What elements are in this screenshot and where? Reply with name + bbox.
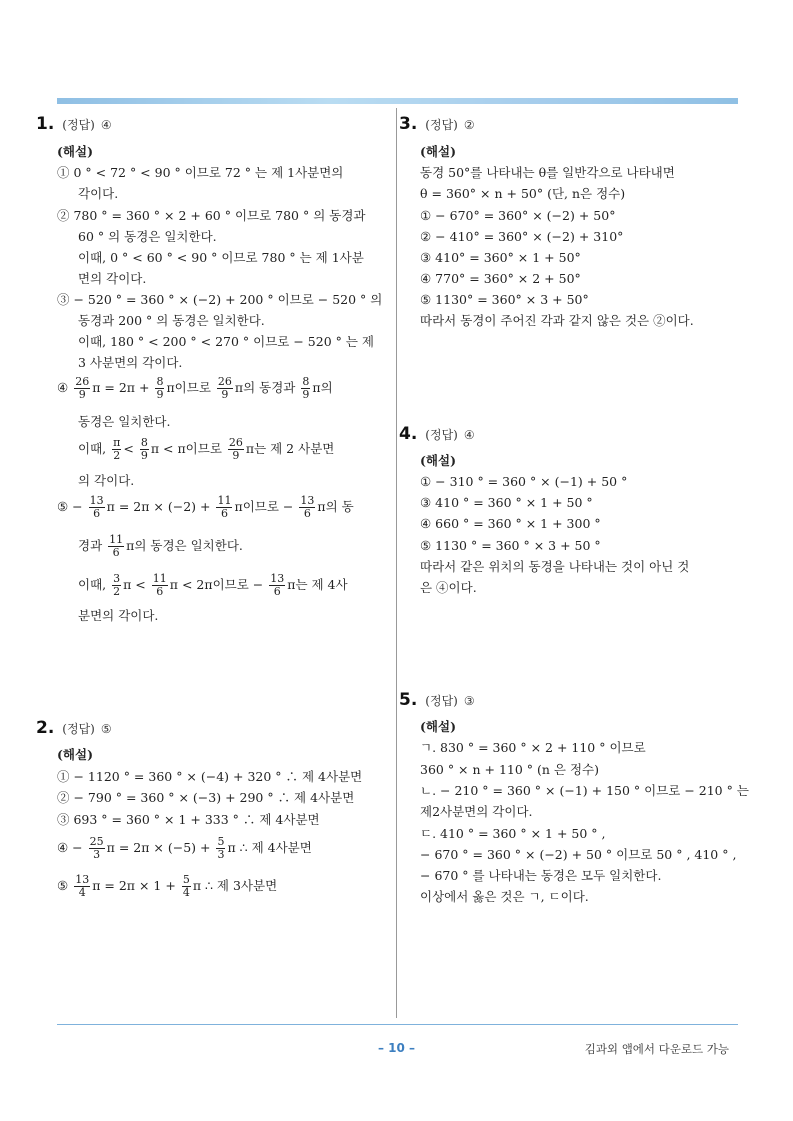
math-line: 경과 $\frac{11}{6}$ π의 동경은 일치한다. (78, 533, 243, 559)
fraction: $\frac{26}{9}$ (228, 436, 243, 462)
text-line: 동경은 일치한다. (78, 414, 171, 429)
question-3 (399, 114, 475, 134)
fraction: $\frac{13}{6}$ (270, 572, 285, 598)
text-line: 따라서 같은 위치의 동경을 나타내는 것이 아닌 것 (420, 559, 690, 574)
fraction: $\frac{8}{9}$ (156, 375, 164, 401)
question-1 (36, 114, 112, 134)
fraction: $\frac{13}{6}$ (300, 494, 315, 520)
text-line: ③ 693 ° = 360 ° × 1 + 333 ° ∴ 제 4사분면 (57, 812, 320, 827)
text-line: 의 각이다. (78, 473, 135, 488)
text-line: θ = 360° × n + 50° (단, n은 정수) (420, 186, 626, 201)
answer: (정답) ④ (62, 118, 112, 132)
text-line: ㄱ. 830 ° = 360 ° × 2 + 110 ° 이므로 (420, 740, 646, 755)
text-line: 따라서 동경이 주어진 각과 같지 않은 것은 ②이다. (420, 313, 694, 328)
text-line: ㄴ. − 210 ° = 360 ° × (−1) + 150 ° 이므로 − 210 ° 는 (420, 783, 749, 798)
footer-rule (57, 1024, 738, 1025)
answer: (정답) ③ (425, 694, 475, 708)
fraction: $\frac{8}{9}$ (302, 375, 310, 401)
math-line: ④ − $\frac{25}{3}$ π = 2π × (−5) + $\frac{5}{3}$ π ∴ 제 4사분면 (57, 835, 312, 861)
question-4 (399, 424, 475, 444)
math-line: 이때, $\frac{\pi}{2}$ < $\frac{8}{9}$ π < π이므로 $\frac{26}{9}$ π는 제 2 사분면 (78, 436, 335, 462)
fraction: $\frac{5}{3}$ (217, 835, 225, 861)
text-line: − 670 ° = 360 ° × (−2) + 50 ° 이므로 50 ° , 410 ° , (420, 847, 737, 862)
answer: (정답) ⑤ (62, 722, 112, 736)
text-line: ② − 790 ° = 360 ° × (−3) + 290 ° ∴ 제 4사분면 (57, 790, 355, 805)
question-number: 4. (399, 424, 418, 444)
question-number: 3. (399, 114, 418, 134)
question-number: 1. (36, 114, 55, 134)
text-line: ⑤ 1130 ° = 360 ° × 3 + 50 ° (420, 538, 601, 553)
column-divider (396, 108, 397, 1018)
fraction: $\frac{8}{9}$ (140, 436, 148, 462)
explanation-label: (해설) (57, 747, 93, 762)
answer: (정답) ② (425, 118, 475, 132)
header-bar (57, 98, 738, 104)
text-line: ④ 660 ° = 360 ° × 1 + 300 ° (420, 516, 601, 531)
fraction: $\frac{13}{4}$ (75, 873, 90, 899)
fraction: $\frac{26}{9}$ (75, 375, 90, 401)
fraction: $\frac{5}{4}$ (182, 873, 190, 899)
text-line: 이때, 0 ° < 60 ° < 90 ° 이므로 780 ° 는 제 1사분 (78, 250, 364, 265)
text-line: ① − 1120 ° = 360 ° × (−4) + 320 ° ∴ 제 4사분면 (57, 769, 363, 784)
download-note: 김과외 앱에서 다운로드 가능 (584, 1042, 729, 1056)
fraction: $\frac{11}{6}$ (217, 494, 232, 520)
text-line: ① 0 ° < 72 ° < 90 ° 이므로 72 ° 는 제 1사분면의 (57, 165, 344, 180)
text-line: ③ 410° = 360° × 1 + 50° (420, 250, 581, 265)
math-line: ⑤ $\frac{13}{4}$ π = 2π × 1 + $\frac{5}{4}$ π ∴ 제 3사분면 (57, 873, 278, 899)
text-line: 동경 50°를 나타내는 θ를 일반각으로 나타내면 (420, 165, 675, 180)
text-line: ① − 310 ° = 360 ° × (−1) + 50 ° (420, 474, 628, 489)
fraction: $\frac{3}{2}$ (113, 572, 121, 598)
text-line: ③ − 520 ° = 360 ° × (−2) + 200 ° 이므로 − 520 ° 의 (57, 292, 383, 307)
math-line: 이때, $\frac{3}{2}$ π < $\frac{11}{6}$ π < 2π이므로 − $\frac{13}{6}$ π는 제 4사 (78, 572, 348, 598)
question-2 (36, 718, 112, 738)
fraction: $\frac{13}{6}$ (89, 494, 104, 520)
question-number: 5. (399, 690, 418, 710)
fraction: $\frac{25}{3}$ (89, 835, 104, 861)
fraction: $\frac{26}{9}$ (217, 375, 232, 401)
text-line: ① − 670° = 360° × (−2) + 50° (420, 208, 616, 223)
question-number: 2. (36, 718, 55, 738)
text-line: 분면의 각이다. (78, 608, 159, 623)
answer: (정답) ④ (425, 428, 475, 442)
text-line: ② − 410° = 360° × (−2) + 310° (420, 229, 624, 244)
text-line: 동경과 200 ° 의 동경은 일치한다. (78, 313, 265, 328)
text-line: ④ 770° = 360° × 2 + 50° (420, 271, 581, 286)
fraction: $\frac{11}{6}$ (152, 572, 167, 598)
question-5 (399, 690, 475, 710)
page-number: – 10 – (377, 1041, 416, 1055)
math-line: ④ $\frac{26}{9}$ π = 2π + $\frac{8}{9}$ π이므로 $\frac{26}{9}$ π의 동경과 $\frac{8}{9}$ π의 (57, 375, 333, 401)
text-line: 360 ° × n + 110 ° (n 은 정수) (420, 762, 600, 777)
text-line: 면의 각이다. (78, 271, 147, 286)
text-line: 60 ° 의 동경은 일치한다. (78, 229, 217, 244)
text-line: ② 780 ° = 360 ° × 2 + 60 ° 이므로 780 ° 의 동경과 (57, 208, 366, 223)
text-line: 이때, 180 ° < 200 ° < 270 ° 이므로 − 520 ° 는 제 (78, 334, 374, 349)
explanation-label: (해설) (57, 144, 93, 159)
fraction: $\frac{11}{6}$ (109, 533, 124, 559)
text-line: ㄷ. 410 ° = 360 ° × 1 + 50 ° , (420, 826, 606, 841)
text-line: 3 사분면의 각이다. (78, 355, 183, 370)
explanation-label: (해설) (420, 144, 456, 159)
math-line: ⑤ − $\frac{13}{6}$ π = 2π × (−2) + $\frac{11}{6}$ π이므로 − $\frac{13}{6}$ π의 동 (57, 494, 354, 520)
fraction: $\frac{\pi}{2}$ (113, 436, 121, 462)
text-line: 이상에서 옳은 것은 ㄱ, ㄷ이다. (420, 889, 589, 904)
text-line: ⑤ 1130° = 360° × 3 + 50° (420, 292, 589, 307)
text-line: ③ 410 ° = 360 ° × 1 + 50 ° (420, 495, 593, 510)
explanation-label: (해설) (420, 719, 456, 734)
text-line: 제2사분면의 각이다. (420, 804, 533, 819)
text-line: − 670 ° 를 나타내는 동경은 모두 일치한다. (420, 868, 662, 883)
text-line: 은 ④이다. (420, 580, 477, 595)
explanation-label: (해설) (420, 453, 456, 468)
text-line: 각이다. (78, 186, 119, 201)
